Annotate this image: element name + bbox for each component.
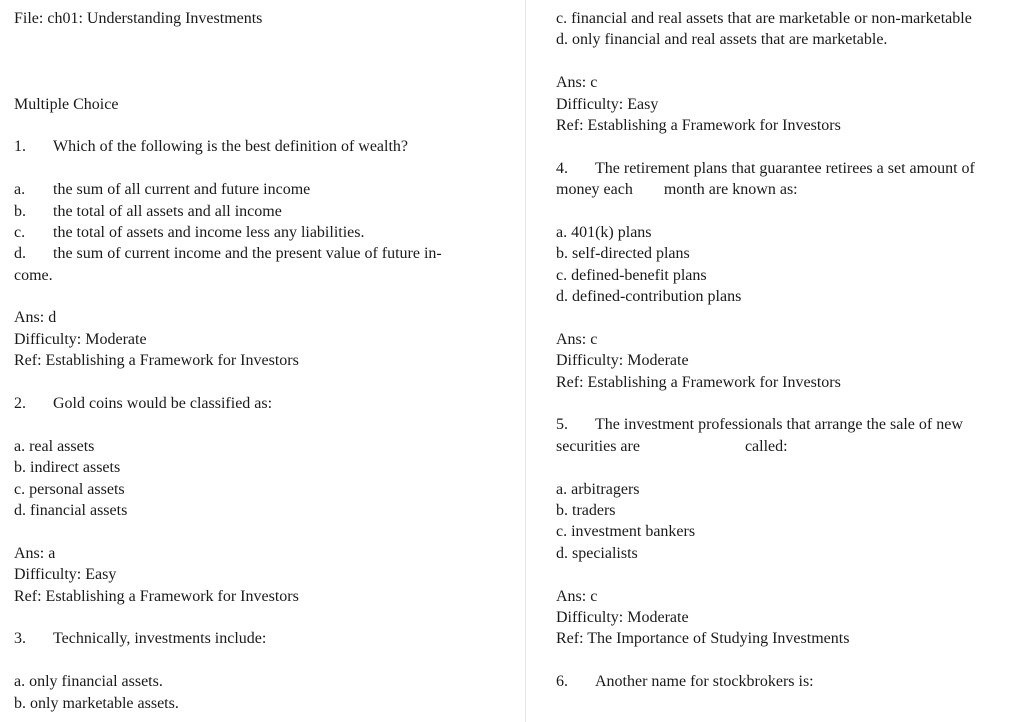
question-number: 2.	[14, 395, 26, 413]
file-header: File: ch01: Understanding Investments	[14, 10, 263, 27]
answer: Ans: a	[14, 544, 56, 562]
reference: Ref: Establishing a Framework for Investors	[14, 352, 299, 370]
question-4	[556, 158, 1024, 179]
question-text: Which of the following is the best definition of wealth?	[53, 138, 409, 156]
option-a: a. the sum of all current and future income	[14, 181, 311, 199]
left-column	[14, 8, 509, 714]
question-number: 1.	[14, 138, 26, 156]
option-c: c. investment bankers	[556, 523, 696, 541]
option-a: a. real assets	[14, 437, 95, 455]
reference: Ref: The Importance of Studying Investments	[556, 630, 850, 648]
question-6	[556, 671, 1024, 692]
question-5-continuation: securities are called:	[556, 437, 788, 455]
option-d: d. financial assets	[14, 501, 128, 519]
question-2	[14, 393, 509, 414]
answer: Ans: c	[556, 330, 598, 348]
option-c: c. financial and real assets that are marketable or non-marketable	[556, 10, 972, 27]
difficulty: Difficulty: Easy	[556, 95, 659, 113]
option-c: c. personal assets	[14, 480, 125, 498]
question-text: The retirement plans that guarantee retirees a set amount of	[595, 159, 975, 177]
question-number: 6.	[556, 673, 568, 691]
difficulty: Difficulty: Moderate	[556, 352, 689, 370]
section-title: Multiple Choice	[14, 95, 119, 113]
question-5	[556, 414, 1024, 435]
reference: Ref: Establishing a Framework for Investors	[556, 373, 841, 391]
question-3	[14, 628, 509, 649]
option-d: d. defined-contribution plans	[556, 288, 742, 306]
question-text: Another name for stockbrokers is:	[595, 673, 814, 691]
option-d: d. only financial and real assets that are marketable.	[556, 31, 888, 49]
difficulty: Difficulty: Easy	[14, 566, 117, 584]
option-a: a. only financial assets.	[14, 673, 163, 691]
difficulty: Difficulty: Moderate	[14, 330, 147, 348]
option-c: c. the total of assets and income less any liabilities.	[14, 223, 365, 241]
right-column	[556, 8, 1024, 693]
question-4-continuation: money each month are known as:	[556, 181, 798, 199]
option-c: c. defined-benefit plans	[556, 266, 707, 284]
question-text: Technically, investments include:	[53, 630, 267, 648]
option-d: d. the sum of current income and the present value of future in-	[14, 245, 442, 263]
option-d-continuation: come.	[14, 266, 53, 284]
question-number: 3.	[14, 630, 26, 648]
option-a: a. arbitragers	[556, 480, 640, 498]
option-b: b. self-directed plans	[556, 245, 690, 263]
option-b: b. only marketable assets.	[14, 694, 179, 712]
answer: Ans: d	[14, 309, 57, 327]
answer: Ans: c	[556, 587, 598, 605]
difficulty: Difficulty: Moderate	[556, 608, 689, 626]
option-d: d. specialists	[556, 544, 638, 562]
question-number: 4.	[556, 159, 568, 177]
option-b: b. indirect assets	[14, 459, 121, 477]
question-number: 5.	[556, 416, 568, 434]
reference: Ref: Establishing a Framework for Investors	[14, 587, 299, 605]
question-1	[14, 136, 509, 157]
reference: Ref: Establishing a Framework for Investors	[556, 116, 841, 134]
question-text: The investment professionals that arrange the sale of new	[595, 416, 963, 434]
option-b: b. traders	[556, 501, 616, 519]
column-divider	[525, 0, 526, 722]
question-text: Gold coins would be classified as:	[53, 395, 273, 413]
option-b: b. the total of all assets and all income	[14, 202, 282, 220]
answer: Ans: c	[556, 74, 598, 92]
option-a: a. 401(k) plans	[556, 223, 652, 241]
